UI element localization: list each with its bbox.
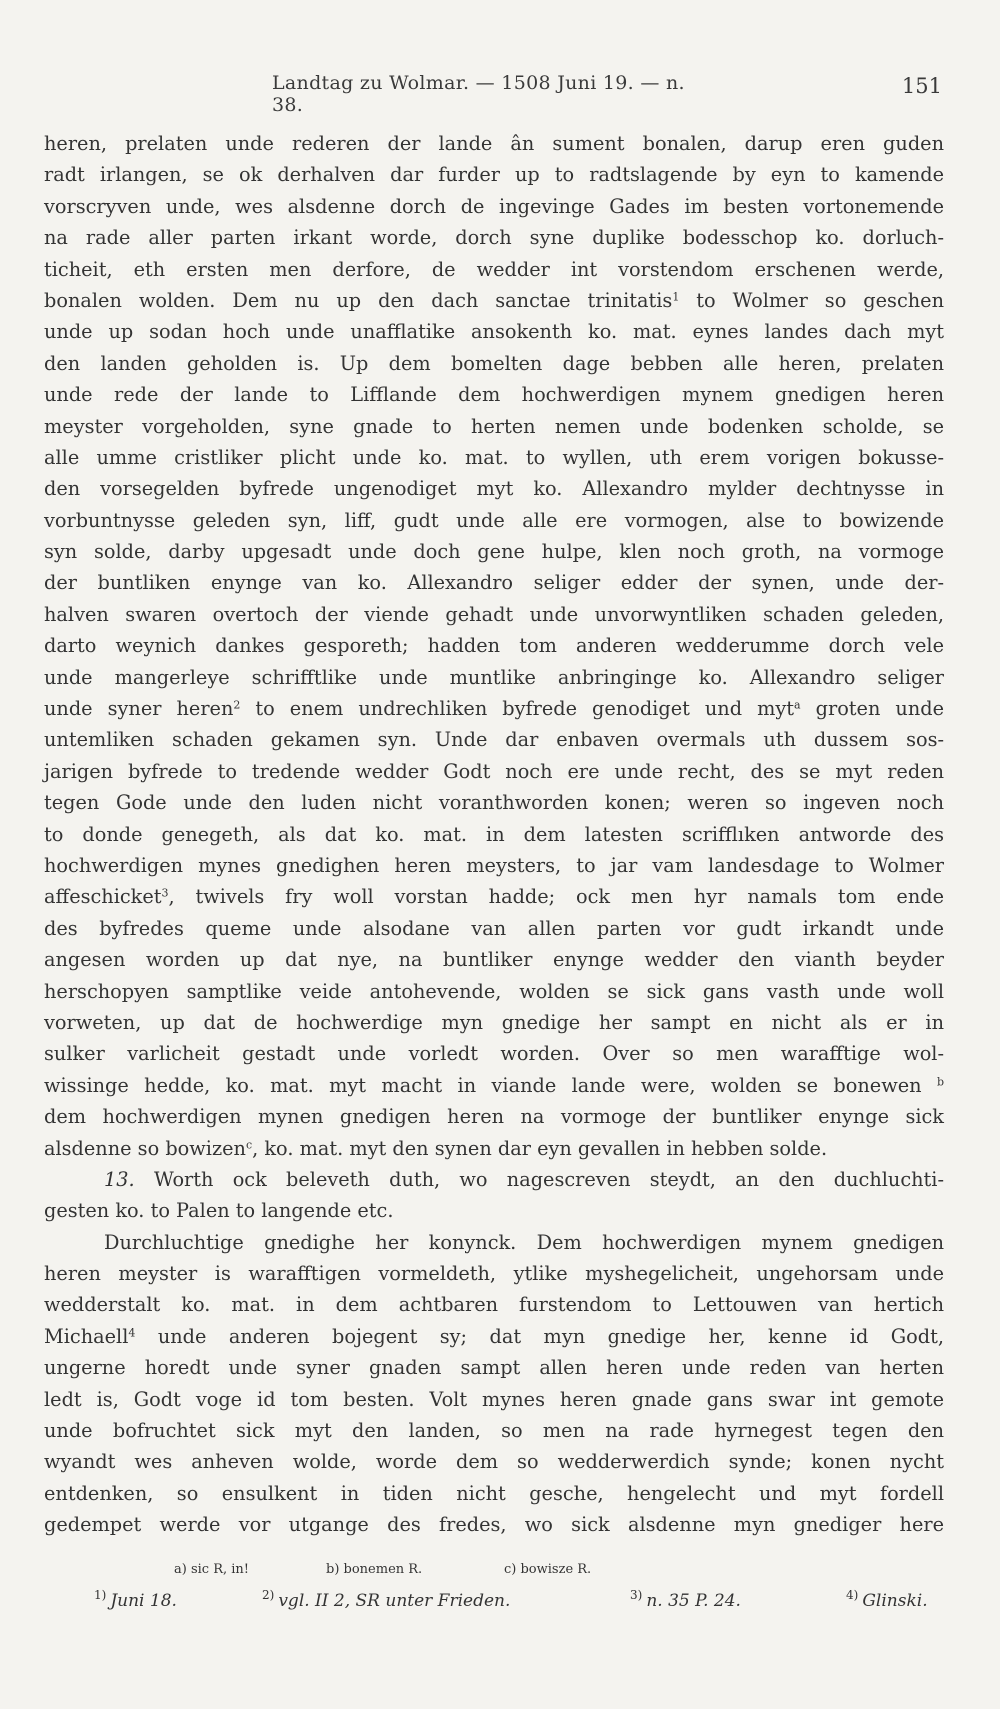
footnote-text: vgl. II 2, SR unter Frieden. xyxy=(278,1591,511,1612)
footnote-ref: 1 xyxy=(672,290,680,304)
text-line xyxy=(44,693,944,724)
variant-note-b: b) bonemen R. xyxy=(326,1562,423,1577)
text-line: unde up sodan hoch unde unafflatike ansokenth ko. mat. eynes landes dach myt xyxy=(44,320,944,344)
running-head: Landtag zu Wolmar. — 1508 Juni 19. — n. 38. xyxy=(272,72,685,116)
page-number: 151 xyxy=(901,74,942,98)
section-number: 13. xyxy=(104,1167,135,1191)
footnote-2 xyxy=(262,1588,510,1611)
text-line: hochwerdigen mynes gnedighen heren meysters, to jar vam landesdage to Wolmer xyxy=(44,853,944,877)
variant-note-a: a) sic R, in! xyxy=(174,1562,250,1577)
text-line: tegen Gode unde den luden nicht voranthworden konen; weren so ingeven noch xyxy=(44,791,944,815)
text-line: to donde genegeth, als dat ko. mat. in dem latesten scrifflıken antworde des xyxy=(44,822,944,846)
text-line: der buntliken enynge van ko. Allexandro seliger edder der synen, unde der- xyxy=(44,571,944,595)
footnote-mark: 2) xyxy=(262,1588,275,1602)
line-segment: to enem undrechliken byfrede genodiget und myt xyxy=(255,697,795,721)
text-line xyxy=(44,1164,944,1195)
footnote-text: Glinski. xyxy=(862,1591,928,1612)
text-line: darto weynich dankes gesporeth; hadden tom anderen wedderumme dorch vele xyxy=(44,634,944,658)
footnote-mark: 3) xyxy=(630,1588,643,1602)
text-line: halven swaren overtoch der viende gehadt unde unvorwyntliken schaden geleden, xyxy=(44,602,944,626)
text-line: radt irlangen, se ok derhalven dar furder up to radtslagende by eyn to kamende xyxy=(44,163,944,187)
variant-note-c: c) bowisze R. xyxy=(504,1562,592,1577)
footnote-4 xyxy=(846,1588,928,1611)
text-line: heren, prelaten unde rederen der lande ân sument bonalen, darup eren guden xyxy=(44,132,944,155)
text-line xyxy=(44,1133,944,1164)
footnote-mark: 1) xyxy=(94,1588,107,1602)
text-line: ungerne horedt unde syner gnaden sampt allen heren unde reden van herten xyxy=(44,1356,944,1380)
text-line: jarigen byfrede to tredende wedder Godt noch ere unde recht, des se myt reden xyxy=(44,759,944,783)
text-line: alle umme cristliker plicht unde ko. mat. to wyllen, uth erem vorigen bokusse- xyxy=(44,445,944,469)
text-line: vorweten, up dat de hochwerdige myn gnedige her sampt en nicht als er in xyxy=(44,1010,944,1034)
footnote-mark: 4) xyxy=(846,1588,859,1602)
variant-ref: c xyxy=(245,1137,253,1151)
text-line: ledt is, Godt voge id tom besten. Volt mynes heren gnade gans swar int gemote xyxy=(44,1387,944,1411)
text-line: wyandt wes anheven wolde, worde dem so wedderwerdich synde; konen nycht xyxy=(44,1450,944,1474)
footnote-text: n. 35 P. 24. xyxy=(646,1591,741,1612)
text-line: syn solde, darby upgesadt unde doch gene hulpe, klen noch groth, na vormoge xyxy=(44,540,944,564)
text-line: heren meyster is warafftigen vormeldeth, ytlike myshegelicheit, ungehorsam unde xyxy=(44,1262,944,1286)
text-line: unde bofruchtet sick myt den landen, so men na rade hyrnegest tegen den xyxy=(44,1419,944,1443)
text-line: Durchluchtige gnedighe her konynck. Dem hochwerdigen mynem gnedigen xyxy=(104,1230,944,1254)
text-line: vorbuntnysse geleden syn, liff, gudt unde alle ere vormogen, alse to bowizende xyxy=(44,508,944,532)
line-segment: to Wolmer so geschen xyxy=(696,288,944,312)
text-line: unde rede der lande to Lifflande dem hochwerdigen mynem gnedigen heren xyxy=(44,383,944,407)
line-segment: unde anderen bojegent sy; dat myn gnedige her, kenne id Godt, xyxy=(157,1324,944,1348)
text-line: angesen worden up dat nye, na buntliker enynge wedder den vianth beyder xyxy=(44,948,944,972)
footnote-ref: 4 xyxy=(128,1326,136,1340)
text-line xyxy=(44,881,944,912)
line-segment: bonalen wolden. Dem nu up den dach sanctae trinitatis xyxy=(44,288,673,312)
variant-ref: a xyxy=(794,698,801,712)
line-segment: groten unde xyxy=(815,697,945,721)
text-line: entdenken, so ensulkent in tiden nicht gesche, hengelecht und myt fordell xyxy=(44,1481,944,1505)
footnote-3 xyxy=(630,1588,741,1611)
line-segment: unde syner heren xyxy=(44,697,234,721)
text-line: gesten ko. to Palen to langende etc. xyxy=(44,1199,394,1223)
line-segment: wissinge hedde, ko. mat. myt macht in viande lande were, wolden se bonewen xyxy=(44,1073,922,1097)
variant-ref: b xyxy=(936,1075,944,1089)
text-line: untemliken schaden gekamen syn. Unde dar enbaven overmals uth dussem sos- xyxy=(44,728,944,752)
footnote-ref: 3 xyxy=(161,886,169,900)
text-line: herschopyen samptlike veide antohevende, wolden se sick gans vasth unde woll xyxy=(44,979,944,1003)
text-line: na rade aller parten irkant worde, dorch syne duplike bodesschop ko. dorluch- xyxy=(44,226,944,250)
text-line xyxy=(44,1321,944,1352)
text-line xyxy=(44,1070,944,1101)
text-line: meyster vorgeholden, syne gnade to herten nemen unde bodenken scholde, se xyxy=(44,414,944,438)
line-segment: , twivels fry woll vorstan hadde; ock men hyr namals tom ende xyxy=(168,885,944,909)
text-line: wedderstalt ko. mat. in dem achtbaren furstendom to Lettouwen van hertich xyxy=(44,1293,944,1317)
text-line: ticheit, eth ersten men derfore, de wedder int vorstendom erschenen werde, xyxy=(44,257,944,281)
footnote-text: Juni 18. xyxy=(110,1591,177,1612)
text-line: sulker varlicheit gestadt unde vorledt worden. Over so men warafftige wol- xyxy=(44,1042,944,1066)
text-line: dem hochwerdigen mynen gnedigen heren na vormoge der buntliker enynge sick xyxy=(44,1105,944,1129)
text-line: den landen geholden is. Up dem bomelten dage bebben alle heren, prelaten xyxy=(44,351,944,375)
text-line: gedempet werde vor utgange des fredes, wo sick alsdenne myn gnediger here xyxy=(44,1513,944,1537)
line-segment: Michaell xyxy=(44,1324,129,1348)
text-line: des byfredes queme unde alsodane van allen parten vor gudt irkandt unde xyxy=(44,916,944,940)
line-segment: alsdenne so bowizen xyxy=(44,1136,246,1160)
text-line xyxy=(44,285,944,316)
body-text xyxy=(44,128,944,1541)
footnote-ref: 2 xyxy=(233,698,241,712)
text-line: unde mangerleye schrifftlike unde muntlike anbringinge ko. Allexandro seliger xyxy=(44,665,944,689)
line-segment: , ko. mat. myt den synen dar eyn gevallen in hebben solde. xyxy=(252,1136,828,1160)
line-segment: affeschicket xyxy=(44,885,162,909)
text-line: vorscryven unde, wes alsdenne dorch de ingevinge Gades im besten vortonemende xyxy=(44,194,944,218)
line-segment: Worth ock beleveth duth, wo nagescreven steydt, an den duchluchti- xyxy=(153,1167,944,1191)
footnote-1 xyxy=(94,1588,177,1611)
text-line: den vorsegelden byfrede ungenodiget myt ko. Allexandro mylder dechtnysse in xyxy=(44,477,944,501)
